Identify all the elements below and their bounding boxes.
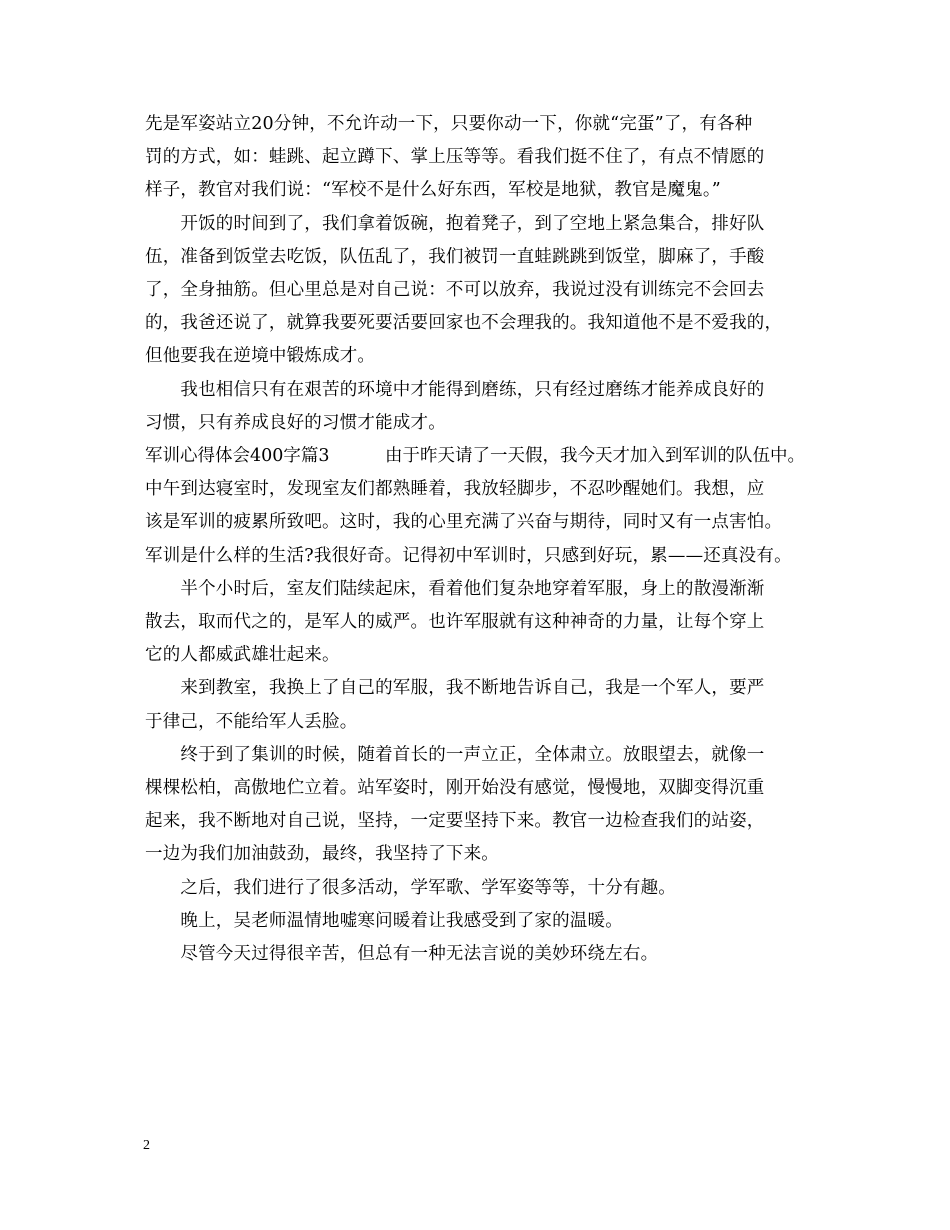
text-line: 它的人都威武雄壮起来。 <box>145 645 340 666</box>
text-line: 终于到了集训的时候，随着首长的一声立正，全体肃立。放眼望去，就像一 <box>145 744 765 765</box>
text-line: 开饭的时间到了，我们拿着饭碗，抱着凳子，到了空地上紧急集合，排好队 <box>145 213 765 234</box>
text-line: 的，我爸还说了，就算我要死要活要回家也不会理我的。我知道他不是不爱我的， <box>145 313 783 334</box>
text-line: 我也相信只有在艰苦的环境中才能得到磨练，只有经过磨练才能养成良好的 <box>145 379 765 400</box>
page-number: 2 <box>143 1138 150 1153</box>
section-title: 军训心得体会400字篇3 <box>145 446 330 467</box>
text-line: 散去，取而代之的，是军人的威严。也许军服就有这种神奇的力量，让每个穿上 <box>145 612 765 633</box>
text-line: 中午到达寝室时，发现室友们都熟睡着，我放轻脚步，不忍吵醒她们。我想，应 <box>145 479 765 500</box>
text-line: 于律己，不能给军人丢脸。 <box>145 711 358 732</box>
text-line: 先是军姿站立20分钟，不允许动一下，只要你动一下，你就“完蛋”了，有各种 <box>145 114 753 134</box>
text-line: 半个小时后，室友们陆续起床，看着他们复杂地穿着军服，身上的散漫渐渐 <box>145 578 765 599</box>
section-heading-line <box>145 440 815 473</box>
text-line: 了，全身抽筋。但心里总是对自己说：不可以放弃，我说过没有训练完不会回去 <box>145 280 765 301</box>
text-line: 一边为我们加油鼓劲，最终，我坚持了下来。 <box>145 844 499 865</box>
text-line: 样子，教官对我们说：“军校不是什么好东西，军校是地狱，教官是魔鬼。” <box>145 180 721 201</box>
text-line: 来到教室，我换上了自己的军服，我不断地告诉自己，我是一个军人，要严 <box>145 678 765 699</box>
text-line: 起来，我不断地对自己说，坚持，一定要坚持下来。教官一边检查我们的站姿， <box>145 811 765 832</box>
text-line: 但他要我在逆境中锻炼成才。 <box>145 346 376 367</box>
text-line: 尽管今天过得很辛苦，但总有一种无法言说的美妙环绕左右。 <box>145 944 659 965</box>
text-line: 习惯，只有养成良好的习惯才能成才。 <box>145 412 446 433</box>
text-line: 之后，我们进行了很多活动，学军歌、学军姿等等，十分有趣。 <box>145 877 676 898</box>
body-text <box>145 108 815 971</box>
text-line: 棵棵松柏，高傲地伫立着。站军姿时，刚开始没有感觉，慢慢地，双脚变得沉重 <box>145 778 765 799</box>
section-lead-text: 由于昨天请了一天假，我今天才加入到军训的队伍中。 <box>385 446 805 467</box>
text-line: 该是军训的疲累所致吧。这时，我的心里充满了兴奋与期待，同时又有一点害怕。 <box>145 512 783 533</box>
text-line: 罚的方式，如：蛙跳、起立蹲下、掌上压等等。看我们挺不住了，有点不情愿的 <box>145 147 765 168</box>
text-line: 伍，准备到饭堂去吃饭，队伍乱了，我们被罚一直蛙跳跳到饭堂，脚麻了，手酸 <box>145 246 765 267</box>
text-line: 军训是什么样的生活?我很好奇。记得初中军训时，只感到好玩，累——还真没有。 <box>145 545 792 566</box>
text-line: 晚上，吴老师温情地嘘寒问暖着让我感受到了家的温暖。 <box>145 910 623 931</box>
